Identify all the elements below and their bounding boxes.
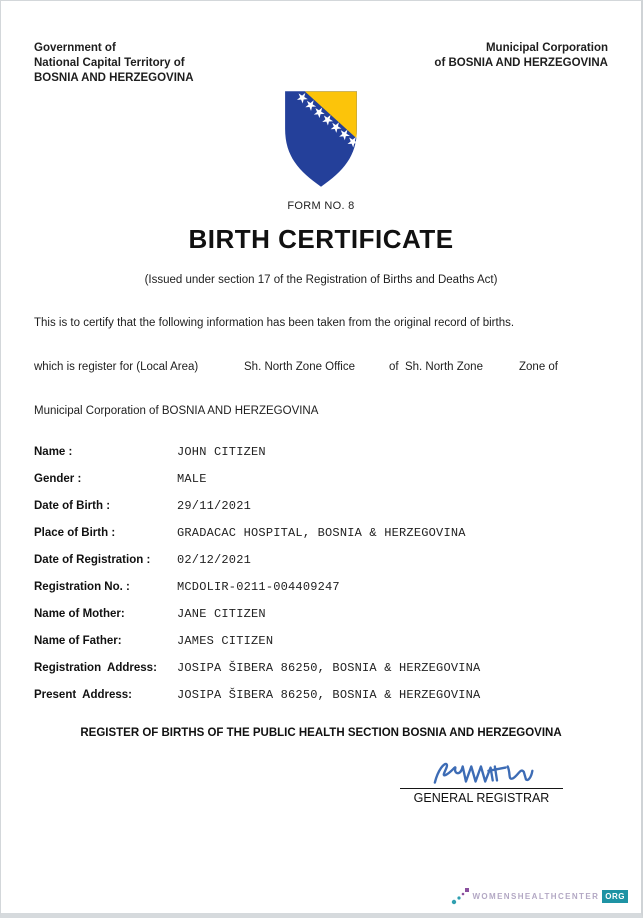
field-row-place-of-birth — [34, 526, 608, 540]
general-registrar-label: GENERAL REGISTRAR — [413, 790, 550, 805]
register-of-births-statement: REGISTER OF BIRTHS OF THE PUBLIC HEALTH SECTION BOSNIA AND HERZEGOVINA — [80, 726, 562, 739]
field-value: JOSIPA ŠIBERA 86250, BOSNIA & HERZEGOVINA — [177, 687, 481, 702]
field-value: MCDOLIR-0211-004409247 — [177, 579, 340, 594]
field-row-registration-no — [34, 580, 608, 594]
field-label: Name : — [34, 445, 73, 458]
header — [34, 1, 608, 86]
register-zone-office: Sh. North Zone Office — [244, 360, 356, 373]
register-zone-of: Zone of — [519, 360, 558, 373]
field-label: Place of Birth : — [34, 526, 116, 539]
field-label: Registration Address: — [34, 661, 157, 674]
field-label: Date of Birth : — [34, 499, 111, 512]
field-label: Gender : — [34, 472, 82, 485]
field-value: JOSIPA ŠIBERA 86250, BOSNIA & HERZEGOVINA — [177, 660, 481, 675]
header-left-line: Government of — [34, 42, 116, 54]
field-value: JANE CITIZEN — [177, 606, 266, 621]
certify-statement: This is to certify that the following information has been taken from the original record of births. — [34, 316, 515, 329]
field-row-present-address — [34, 688, 608, 702]
field-label: Present Address: — [34, 688, 132, 701]
field-row-registration-address — [34, 661, 608, 675]
field-value: 29/11/2021 — [177, 498, 252, 513]
registrar-signature-icon — [426, 759, 538, 789]
field-row-date-of-registration — [34, 553, 608, 567]
certificate-fields — [34, 445, 608, 702]
field-value: 02/12/2021 — [177, 552, 252, 567]
watermark-org-badge: ORG — [602, 890, 628, 903]
watermark-dots-icon — [450, 886, 472, 906]
field-label: Name of Father: — [34, 634, 122, 647]
field-value: JOHN CITIZEN — [177, 444, 266, 459]
field-row-name — [34, 445, 608, 459]
form-number: FORM NO. 8 — [287, 199, 355, 212]
header-right-line: of BOSNIA AND HERZEGOVINA — [434, 56, 608, 69]
field-row-gender — [34, 472, 608, 486]
header-right-line: Municipal Corporation — [485, 42, 608, 54]
watermark-logo — [450, 886, 628, 906]
register-zone: of Sh. North Zone — [389, 360, 483, 373]
certificate-subtitle: (Issued under section 17 of the Registration of Births and Deaths Act) — [144, 273, 498, 286]
certificate-title: BIRTH CERTIFICATE — [188, 223, 454, 254]
issuing-authority-right — [434, 41, 608, 86]
watermark-brand-text: WOMENSHEALTHCENTER — [472, 891, 600, 901]
field-row-name-of-father — [34, 634, 608, 648]
header-left-line: National Capital Territory of — [34, 56, 185, 69]
field-value: JAMES CITIZEN — [177, 633, 274, 648]
coat-of-arms-icon — [34, 88, 608, 190]
field-value: MALE — [177, 471, 207, 486]
header-left-line: BOSNIA AND HERZEGOVINA — [34, 71, 194, 84]
issuing-authority-left — [34, 41, 194, 86]
field-label: Date of Registration : — [34, 553, 151, 566]
field-label: Registration No. : — [34, 580, 130, 593]
field-row-name-of-mother — [34, 607, 608, 621]
municipal-corporation-line: Municipal Corporation of BOSNIA AND HERZEGOVINA — [34, 404, 319, 417]
signature-block — [400, 759, 563, 805]
field-row-date-of-birth — [34, 499, 608, 513]
register-line-label: which is register for (Local Area) — [34, 360, 199, 373]
field-label: Name of Mother: — [34, 607, 125, 620]
field-value: GRADACAC HOSPITAL, BOSNIA & HERZEGOVINA — [177, 525, 466, 540]
register-area-line — [34, 361, 608, 375]
